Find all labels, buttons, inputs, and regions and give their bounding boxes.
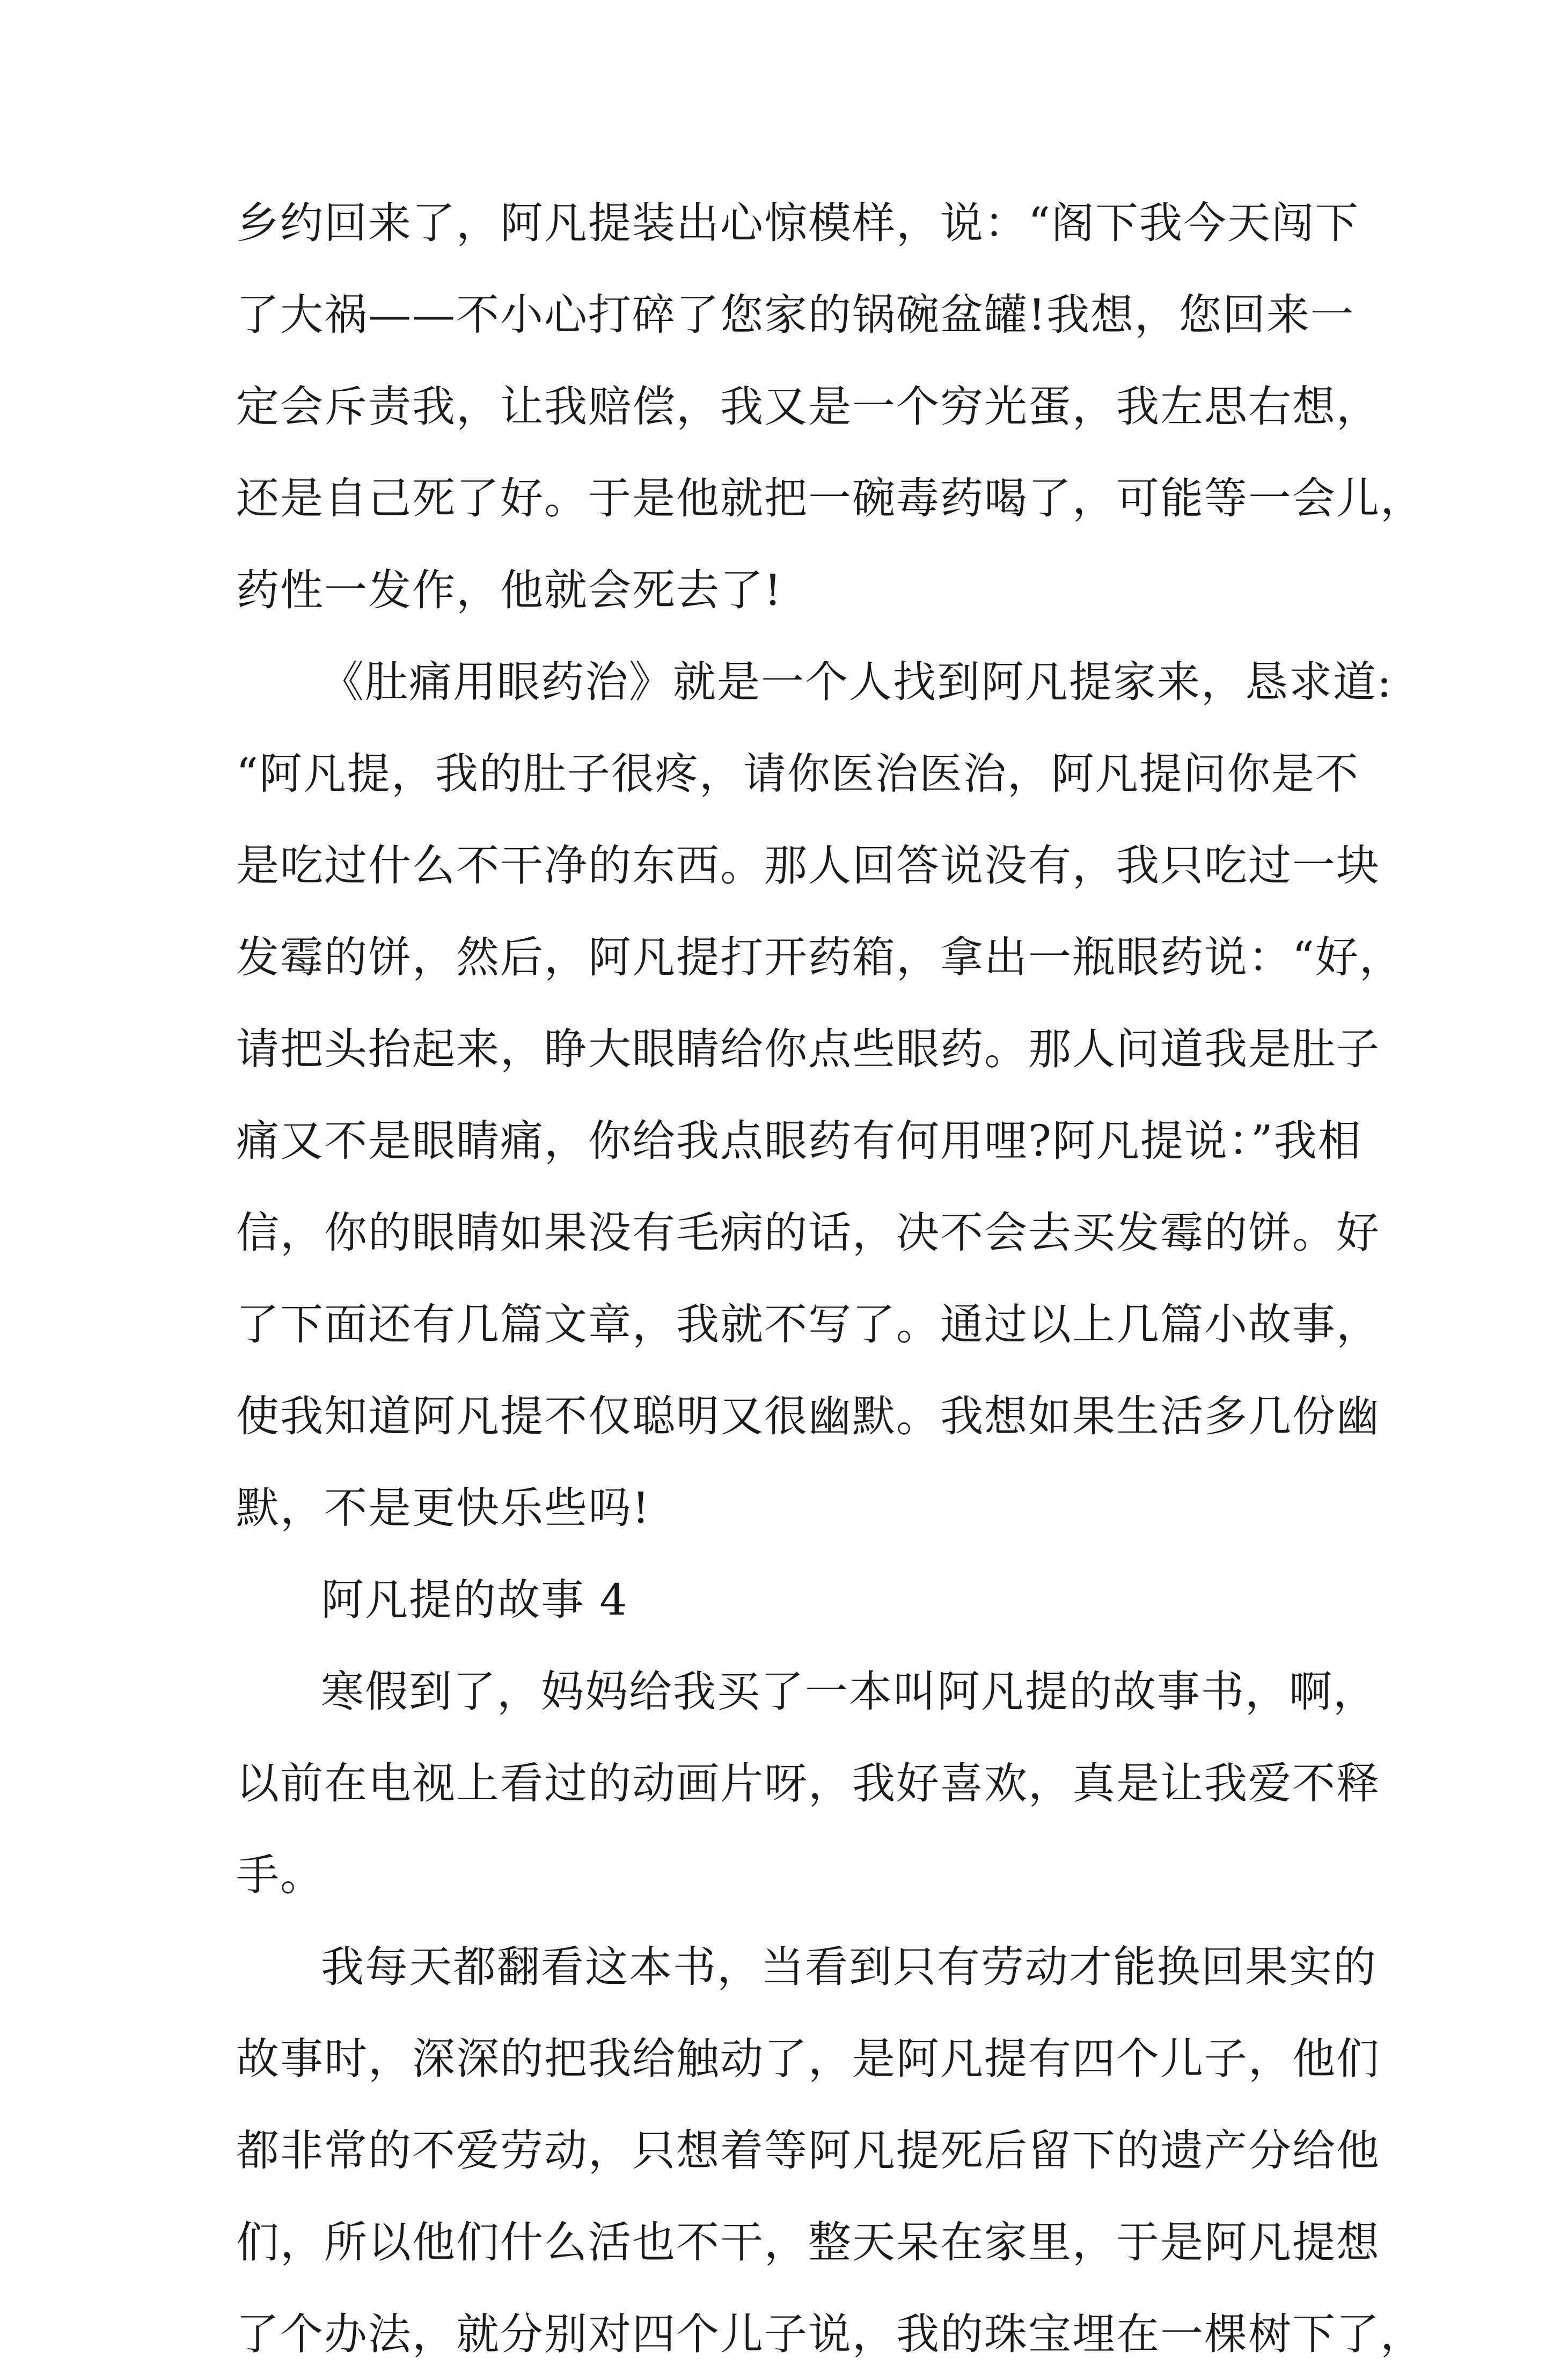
text-line: 是吃过什么不干净的东西。那人回答说没有，我只吃过一块 (236, 841, 1380, 890)
text-line: 药性一发作，他就会死去了! (236, 565, 783, 615)
text-line: 发霉的饼，然后，阿凡提打开药箱，拿出一瓶眼药说：“好， (236, 932, 1403, 982)
text-line: 默，不是更快乐些吗! (236, 1483, 651, 1533)
text-line: 了下面还有几篇文章，我就不写了。通过以上几篇小故事， (236, 1299, 1380, 1349)
paragraph-start-line: 寒假到了，妈妈给我买了一本叫阿凡提的故事书，啊， (321, 1667, 1377, 1717)
body-text (236, 177, 1424, 2380)
text-line: 请把头抬起来，睁大眼睛给你点些眼药。那人问道我是肚子 (236, 1024, 1380, 1074)
text-line: 乡约回来了，阿凡提装出心惊模样，说：“阁下我今天闯下 (236, 198, 1359, 248)
text-line: “阿凡提，我的肚子很疼，请你医治医治，阿凡提问你是不 (236, 749, 1359, 799)
text-line: 们，所以他们什么活也不干，整天呆在家里，于是阿凡提想 (236, 2217, 1380, 2267)
text-line: 信，你的眼睛如果没有毛病的话，决不会去买发霉的饼。好 (236, 1208, 1380, 1258)
text-line: 还是自己死了好。于是他就把一碗毒药喝了，可能等一会儿， (236, 473, 1424, 523)
section-heading: 阿凡提的故事 4 (321, 1575, 628, 1625)
text-line: 都非常的不爱劳动，只想着等阿凡提死后留下的遗产分给他 (236, 2126, 1380, 2175)
text-line: 痛又不是眼睛痛，你给我点眼药有何用哩?阿凡提说：”我相 (236, 1116, 1362, 1166)
paragraph-start-line: 我每天都翻看这本书，当看到只有劳动才能换回果实的 (321, 1942, 1377, 1992)
text-line: 故事时，深深的把我给触动了，是阿凡提有四个儿子，他们 (236, 2034, 1380, 2084)
text-line: 以前在电视上看过的动画片呀，我好喜欢，真是让我爱不释 (236, 1758, 1380, 1808)
text-line: 了大祸——不小心打碎了您家的锅碗盆罐!我想，您回来一 (236, 290, 1355, 340)
text-line: 使我知道阿凡提不仅聪明又很幽默。我想如果生活多几份幽 (236, 1391, 1380, 1441)
text-line: 手。 (236, 1850, 324, 1900)
text-line: 了个办法，就分别对四个儿子说，我的珠宝埋在一棵树下了， (236, 2309, 1424, 2359)
text-line: 定会斥责我，让我赔偿，我又是一个穷光蛋，我左思右想， (236, 382, 1380, 432)
paragraph-start-line: 《肚痛用眼药治》就是一个人找到阿凡提家来，恳求道: (321, 657, 1393, 707)
